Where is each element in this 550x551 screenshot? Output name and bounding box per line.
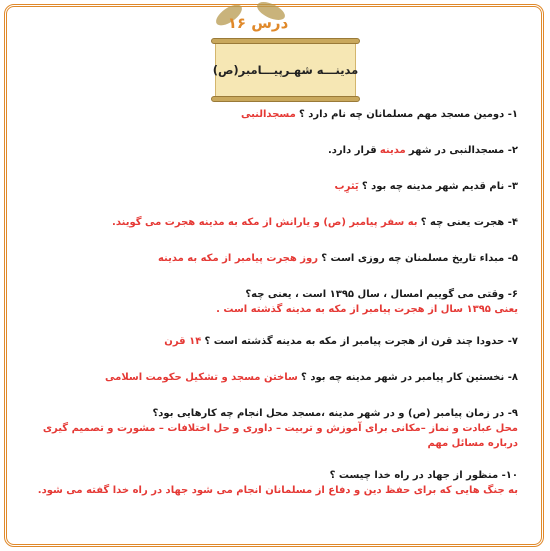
answer-text: ساختن مسجد و تشکیل حکومت اسلامی — [105, 372, 298, 383]
scroll-rod-bottom — [211, 96, 360, 102]
question-text: ۳- نام قدیم شهر مدینه چه بود ؟ — [361, 181, 518, 192]
answer-text: مدینه — [379, 145, 406, 156]
qa-item-4 — [20, 215, 518, 230]
question-list — [20, 107, 518, 515]
qa-item-9 — [20, 406, 518, 451]
answer-text: ۱۴ قرن — [164, 336, 202, 347]
qa-item-2 — [20, 143, 518, 158]
question-text: ۶- وقتی می گوییم امسال ، سال ۱۳۹۵ است ، یعنی چه؟ — [245, 289, 518, 300]
qa-item-1 — [20, 107, 518, 122]
qa-item-7 — [20, 334, 518, 349]
question-text: ۲- مسجدالنبی در شهر — [408, 145, 518, 156]
lesson-title: مدینـــه شهـرپیـــامبر(ص) — [212, 63, 359, 77]
question-text: ۵- مبداء تاریخ مسلمنان چه روزی است ؟ — [321, 253, 518, 264]
question-text: ۱۰- منظور از جهاد در راه خدا چیست ؟ — [329, 470, 518, 481]
answer-text: مسجدالنبی — [240, 109, 296, 120]
answer-text: به سفر پیامبر (ص) و یارانش از مکه به مدینه هجرت می گویند. — [112, 217, 418, 228]
question-text-end: قرار دارد. — [327, 145, 377, 156]
lesson-number: درس ۱۶ — [227, 14, 289, 32]
title-scroll-banner — [211, 38, 360, 102]
answer-text: روز هجرت پیامبر از مکه به مدینه — [157, 253, 319, 264]
qa-item-3 — [20, 179, 518, 194]
answer-text: محل عبادت و نماز –مکانی برای آموزش و تربیت – داوری و حل اختلافات – مشورت و تصمیم گیری درباره مسائل مهم — [42, 423, 518, 449]
question-text: ۸- نخستین کار پیامبر در شهر مدینه چه بود ؟ — [301, 372, 518, 383]
qa-item-6 — [20, 287, 518, 317]
qa-item-8 — [20, 370, 518, 385]
answer-text: یعنی ۱۳۹۵ سال از هجرت پیامبر از مکه به مدینه گذشته است . — [216, 304, 518, 315]
qa-item-10 — [20, 468, 518, 498]
question-text: ۴- هجرت یعنی چه ؟ — [420, 217, 518, 228]
qa-item-5 — [20, 251, 518, 266]
question-text: ۱- دومین مسجد مهم مسلمانان چه نام دارد ؟ — [298, 109, 518, 120]
answer-text: یَثرِب — [334, 181, 359, 192]
scroll-body — [212, 44, 359, 96]
question-text: ۹- در زمان پیامبر (ص) و در شهر مدینه ،مسجد محل انجام چه کارهایی بود؟ — [152, 408, 518, 419]
question-text: ۷- حدودا چند قرن از هجرت پیامبر از مکه به مدینه گذشته است ؟ — [204, 336, 518, 347]
answer-text: به جنگ هایی که برای حفظ دین و دفاع از مسلمانان انجام می شود جهاد در راه خدا گفته می شود. — [37, 485, 518, 496]
